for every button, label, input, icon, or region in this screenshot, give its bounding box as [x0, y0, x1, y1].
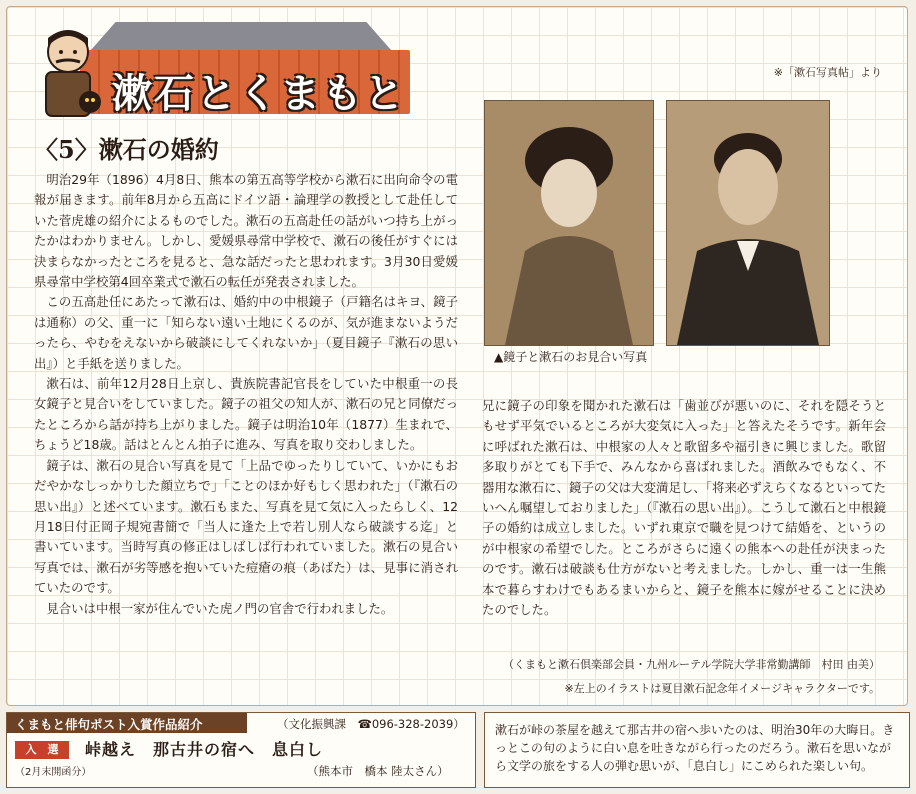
haiku-post-box [6, 712, 476, 788]
article-body-left [34, 170, 458, 619]
illustration-note: ※左上のイラストは夏目漱石記念年イメージキャラクターです。 [564, 682, 880, 695]
paragraph: この五高赴任にあたって漱石は、婚約中の中根鏡子（戸籍名はキヨ、鏡子は通称）の父、重一に「知らない遠い土地にくるのが、気が進まないようだったら、やむをえないから破談にしてくれないか」（夏目鏡子『漱石の思い出』）と手紙を送りました。 [34, 294, 458, 371]
photo-credit: ※「漱石写真帖」より [773, 66, 882, 79]
haiku-contact: （文化振興課 ☎096-328-2039） [277, 717, 465, 731]
header-banner [16, 18, 406, 118]
paragraph: 見合いは中根一家が住んでいた虎ノ門の官舎で行われました。 [46, 600, 394, 616]
building-roof [76, 22, 406, 52]
kyoko-portrait-photo [484, 100, 654, 346]
article-body-right [482, 396, 886, 620]
mascot-illustration [32, 24, 104, 120]
haiku-author: （熊本市 橋本 陸太さん） [307, 764, 449, 778]
haiku-heading: くまもと俳句ポスト入賞作品紹介 [7, 713, 247, 733]
haiku-comment: 漱石が峠の茶屋を越えて那古井の宿へ歩いたのは、明治30年の大晦日。きっとこの句のように白い息を吐きながら行ったのだろう。漱石を思いながら文学の旅をする人の弾む思いが、「息白し」にこめられた楽しい句。 [484, 712, 910, 788]
photo-caption: ▲鏡子と漱石のお見合い写真 [494, 350, 648, 364]
author-credit: （くまもと漱石倶楽部会員・九州ルーテル学院大学非常勤講師 村田 由美） [503, 658, 880, 671]
paragraph: 鏡子は、漱石の見合い写真を見て「上品でゆったりしていて、いかにもおだやかなしっかりした顔立ちで」「ことのほか好もしく思われた」（『漱石の思い出』）と述べています。漱石もまた、写真を見て気に入ったらしく、12月18日付正岡子規宛書簡で「当人に逢た上で若し別人なら破談する迄」と書いています。当時写真の修正はしばしば行われていました。漱石の見合い写真では、漱石が劣等感を抱いていた痘瘡の痕（あばた）は、見事に消されていたのです。 [34, 457, 458, 596]
award-period: （2月末開函分） [15, 767, 92, 778]
paragraph: 漱石は、前年12月28日上京し、貴族院書記官長をしていた中根重一の長女鏡子と見合いをしていました。鏡子の祖父の知人が、漱石の兄と同僚だったところから話が持ち上がりました。鏡子は明治10年（1877）生まれで、ちょうど18歳。話はとんとん拍子に進み、写真を取り交わしました。 [34, 376, 458, 453]
paragraph: 明治29年（1896）4月8日、熊本の第五高等学校から漱石に出向命令の電報が届きます。前年8月から五高にドイツ語・論理学の教授として赴任していた菅虎雄の紹介によるものでした。漱石の五高赴任の話がいつ持ち上がったかはわかりません。しかし、愛媛県尋常中学校で、漱石の後任がすぐには決まらなかったところを見ると、急な話だったと思われます。3月30日愛媛県尋常中学校第4回卒業式で漱石の転任が発表されました。 [34, 172, 458, 290]
haiku-poem: 峠越え 那古井の宿へ 息白し [85, 740, 324, 759]
award-badge: 入 選 [15, 741, 69, 759]
page-title: 漱石とくまもと [112, 71, 406, 117]
article-subtitle: 〈5〉漱石の婚約 [34, 135, 219, 164]
paragraph: 兄に鏡子の印象を聞かれた漱石は「歯並びが悪いのに、それを隠そうともせず平気でいるところが大変気に入った」と答えたそうです。新年会に呼ばれた漱石は、中根家の人々と歌留多や福引きに興じました。歌留多取りがとても下手で、みんなから喜ばれました。酒飲みでもなく、不器用な漱石に、鏡子の父は大変満足し、「将来必ずえらくなるといってたいへん嘱望しておりました」（『漱石の思い出』）。こうして漱石と中根鏡子の婚約は成立しました。いずれ東京で職を見つけて結婚を、というのが中根家の希望でした。ところがさらに遠くの熊本への赴任が決まったのです。漱石は破談も仕方がないと考えました。しかし、重一は一生熊本で暮らすわけでもあるまいからと、鏡子を熊本に嫁がせることに決めたのでした。 [482, 398, 886, 618]
soseki-portrait-photo [666, 100, 830, 346]
